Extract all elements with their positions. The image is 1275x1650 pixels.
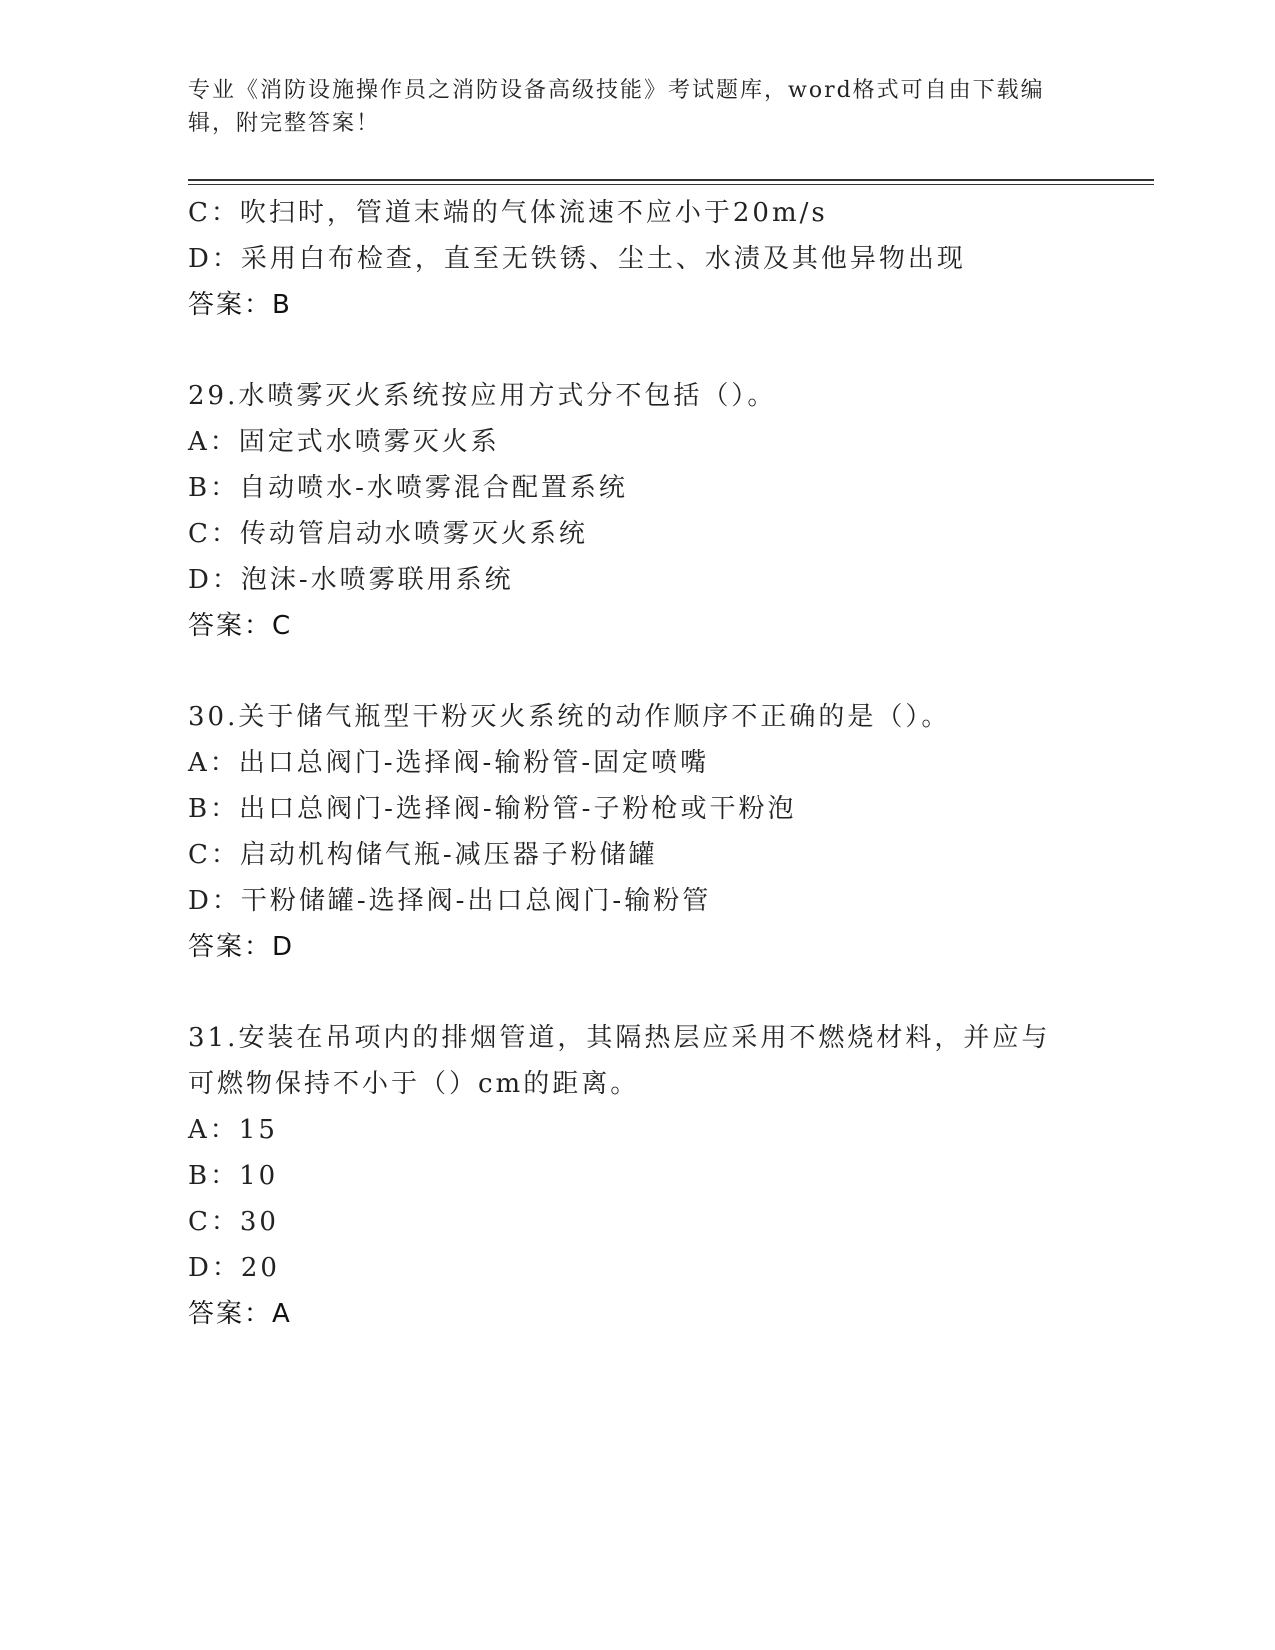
question-title: 31.安装在吊项内的排烟管道，其隔热层应采用不燃烧材料，并应与可燃物保持不小于（）cm的距离。 <box>188 1023 1051 1099</box>
question-block-29 <box>188 373 1088 649</box>
option-c: C：吹扫时，管道末端的气体流速不应小于20m/s <box>188 198 828 228</box>
answer-line: 答案：A <box>188 1299 292 1329</box>
answer-line: 答案：D <box>188 932 295 962</box>
header-rule-thin <box>188 184 1154 185</box>
option-d: D：20 <box>188 1253 280 1283</box>
spacer <box>188 649 1088 694</box>
question-title: 30.关于储气瓶型干粉灭火系统的动作顺序不正确的是（）。 <box>188 702 951 732</box>
option-a: A：固定式水喷雾灭火系 <box>188 427 500 457</box>
document-header: 专业《消防设施操作员之消防设备高级技能》考试题库，word格式可自由下载编辑，附完整答案！ <box>188 78 1045 136</box>
option-d: D：干粉储罐-选择阀-出口总阀门-输粉管 <box>188 886 712 916</box>
question-block-30 <box>188 694 1088 970</box>
answer-line: 答案：B <box>188 290 292 320</box>
spacer <box>188 970 1088 1015</box>
option-c: C：传动管启动水喷雾灭火系统 <box>188 519 588 549</box>
option-d: D：泡沫-水喷雾联用系统 <box>188 565 514 595</box>
spacer <box>188 328 1088 373</box>
option-a: A：出口总阀门-选择阀-输粉管-固定喷嘴 <box>188 748 710 778</box>
header-rule-thick <box>188 179 1154 181</box>
answer-line: 答案：C <box>188 611 293 641</box>
option-d: D：采用白布检查，直至无铁锈、尘土、水渍及其他异物出现 <box>188 244 966 274</box>
option-b: B：10 <box>188 1161 279 1191</box>
question-block-31 <box>188 1015 1088 1337</box>
option-c: C：30 <box>188 1207 279 1237</box>
question-title: 29.水喷雾灭火系统按应用方式分不包括（）。 <box>188 381 777 411</box>
option-c: C：启动机构储气瓶-减压器子粉储罐 <box>188 840 658 870</box>
option-b: B：出口总阀门-选择阀-输粉管-子粉枪或干粉泡 <box>188 794 797 824</box>
question-content <box>188 190 1088 1337</box>
option-b: B：自动喷水-水喷雾混合配置系统 <box>188 473 628 503</box>
option-a: A：15 <box>188 1115 278 1145</box>
prev-question-block <box>188 190 1088 328</box>
